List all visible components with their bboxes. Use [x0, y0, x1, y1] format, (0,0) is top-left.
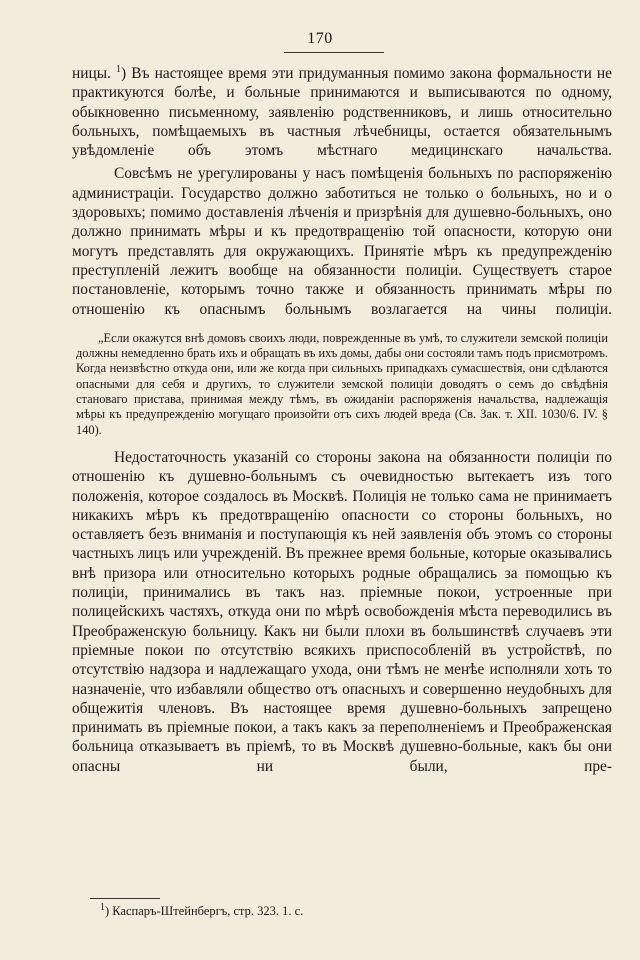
footnote-text: ) Каспаръ-Штейнбергъ, стр. 323. 1. с.	[105, 904, 304, 918]
paragraph-administration: Совсѣмъ не урегулированы у насъ помѣщенія больныхъ по распоряженію администраціи. Государство должно заботиться не только о больныхъ, но и о здоровыхъ; помимо доставленія лѣченія и призрѣнія для душевно-больныхъ, оно должно принимать мѣры и къ предотвращенію той опасности, которую они могутъ представлять для окружающихъ. Принятіе мѣръ къ предупрежденію преступленій лежитъ вообще на обязанности полиціи. Существуетъ старое постановленіе, которымъ точно также и обязанность принимать мѣры по отношенію къ опаснымъ больнымъ возлагается на чины полиціи.	[72, 165, 612, 318]
paragraph-continuation	[72, 64, 612, 160]
footnote-rule	[90, 898, 160, 899]
legal-quotation: „Если окажутся внѣ домовъ своихъ люди, поврежденные въ умѣ, то служители земской полиціи должны немедленно брать ихъ и обращать въ ихъ домы, дабы они состояли тамъ подъ присмотромъ. Когда неизвѣстно откуда они, или же когда при сильныхъ припадкахъ сумасшествія, они сдѣлаются опасными для себя и другихъ, то служители земской полиціи доводятъ о семъ до свѣдѣнія становаго пристава, принимая между тѣмъ, въ ожиданіи распоряженія начальства, надлежащія мѣры къ предупрежденію могущаго произойти отъ сихъ людей вреда (Св. Зак. т. XII. 1030/6. IV. § 140).	[76, 330, 609, 437]
main-text	[72, 64, 612, 780]
footnote-reference: 1	[116, 63, 122, 75]
paragraph-police: Недостаточность указаній со стороны закона на обязанности полиціи по отношенію къ душевно-больнымъ съ очевидностью вытекаетъ изъ того положенія, которое создалось въ Москвѣ. Полиція не только сама не принимаетъ никакихъ мѣръ къ предотвращенію опасности со стороны больныхъ, но оставляетъ безъ вниманія и поступающія къ ней заявленія объ этомъ со стороны частныхъ лицъ или учрежденій. Въ прежнее время больные, которые оказывались внѣ призора или относительно которыхъ родные обращались за помощью къ полиціи, принимались въ такъ наз. пріемные покои, устроенные при полицейскихъ частяхъ, откуда они по мѣрѣ освобожденія мѣста переводились въ Преображенскую больницу. Какъ ни были плохи въ большинствѣ случаевъ эти пріемные покои по отсутствію всякихъ приспособленій въ устройствѣ, по отсутствію надзора и надлежащаго ухода, они тѣмъ не менѣе исполняли хоть то назначеніе, что избавляли общество отъ опасныхъ и совершенно неудобныхъ для общежитія членовъ. Въ настоящее время душевно-больныхъ запрещено принимать въ пріемные покои, а такъ какъ за переполненіемъ и Преображенская больница отказываетъ въ пріемѣ, то въ Москвѣ душевно-больные, какъ бы они опасны ни были, пре-	[72, 448, 612, 775]
page-number: 170	[307, 30, 333, 47]
header-rule	[284, 52, 384, 53]
footnote	[100, 901, 560, 919]
paragraph-lead-word: ницы.	[72, 65, 117, 82]
paragraph-text: ) Въ настоящее время эти придуманныя помимо закона формальности не практикуются болѣе, и больные принимаются и выписываются по одному, обыкновенно письменному, заявленію родственниковъ, и лишь относительно больныхъ, помѣщаемыхъ въ частныя лѣчебницы, остается обязательнымъ увѣдомленіе объ этомъ мѣстнаго медицинскаго начальства.	[72, 65, 612, 160]
footnote-marker: 1	[100, 901, 105, 913]
